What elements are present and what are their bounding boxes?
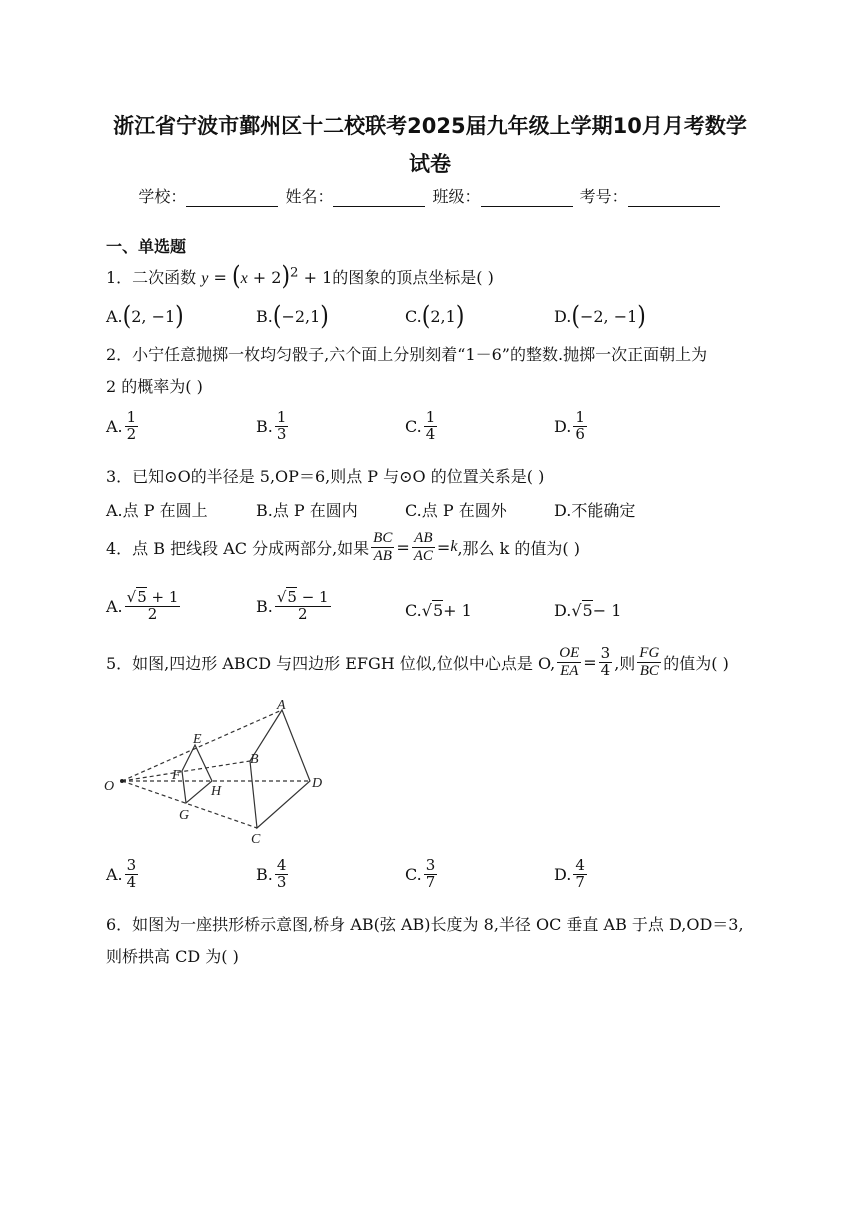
student-info-row [0, 184, 860, 207]
name-blank[interactable] [333, 190, 425, 207]
label-g: G [179, 808, 190, 823]
homothety-figure [100, 695, 340, 850]
label-c: C [251, 832, 261, 847]
paper-title-line1: 浙江省宁波市鄞州区十二校联考2025届九年级上学期10月月考数学 [113, 114, 747, 138]
q5-option-a[interactable]: A. $\frac{3}{4}$ [106, 856, 137, 891]
q3-option-a[interactable]: A.点 P 在圆上 [106, 501, 208, 520]
q1-option-c[interactable]: C. ( 2,1 ) [405, 301, 465, 332]
q3-option-c[interactable]: C.点 P 在圆外 [405, 501, 507, 520]
q3-option-b[interactable]: B.点 P 在圆内 [256, 501, 358, 520]
q3-option-d[interactable]: D.不能确定 [554, 501, 636, 520]
ray-oa [122, 710, 282, 781]
school-label: 学校： [138, 187, 187, 206]
q2-option-d[interactable]: D. $\frac{1}{6}$ [554, 408, 585, 443]
school-blank[interactable] [186, 190, 278, 207]
q1-option-a[interactable]: A. ( 2, −1 ) [106, 301, 184, 332]
name-label: 姓名： [285, 187, 334, 206]
q5-option-b[interactable]: B. $\frac{4}{3}$ [256, 856, 287, 891]
q4-option-d[interactable]: D. √ 5 − 1 [554, 600, 622, 620]
question-6-line1: 6．如图为一座拱形桥示意图,桥身 AB(弦 AB)长度为 8,半径 OC 垂直 AB 于点 D,OD＝3, [106, 915, 744, 934]
exam-no-blank[interactable] [628, 190, 720, 207]
section-heading: 一、单选题 [106, 237, 187, 256]
q4-option-b[interactable]: B. $\frac{√5 - 1}{2}$ [256, 588, 329, 623]
question-6-line2: 则桥拱高 CD 为( ) [106, 947, 239, 966]
quad-efgh [182, 745, 212, 803]
q2-option-c[interactable]: C. $\frac{1}{4}$ [405, 408, 436, 443]
q4-option-a[interactable]: A. $\frac{√5 + 1}{2}$ [106, 588, 179, 623]
question-4: 4．点 B 把线段 AC 分成两部分,如果 $\frac{BC}{AB}$ = $\frac{AB}{AC}$ = k ,那么 k 的值为( ) [106, 530, 580, 564]
q4-option-c[interactable]: C. √ 5 + 1 [405, 600, 472, 620]
q1-formula: $y = (x + 2)^2 + 1$ [201, 261, 333, 292]
q2-option-a[interactable]: A. $\frac{1}{2}$ [106, 408, 137, 443]
q1-option-d[interactable]: D. ( −2, −1 ) [554, 301, 646, 332]
label-f: F [172, 768, 181, 783]
label-b: B [250, 752, 259, 767]
label-e: E [193, 732, 202, 747]
label-a: A [277, 698, 286, 713]
q1-option-b[interactable]: B. ( −2,1 ) [256, 301, 329, 332]
q5-option-c[interactable]: C. $\frac{3}{7}$ [405, 856, 436, 891]
question-3: 3．已知⊙O的半径是 5,OP＝6,则点 P 与⊙O 的位置关系是( ) [106, 467, 545, 486]
question-2-line2: 2 的概率为( ) [106, 377, 203, 396]
question-1: 1．二次函数 $y = (x + 2)^2 + 1$的图象的顶点坐标是( ) [106, 261, 494, 292]
question-2-line1: 2．小宁任意抛掷一枚均匀骰子,六个面上分别刻着“1－6”的整数.抛掷一次正面朝上为 [106, 345, 708, 364]
ray-oc [122, 781, 257, 828]
label-h: H [211, 784, 222, 799]
question-5: 5．如图,四边形 ABCD 与四边形 EFGH 位似,位似中心点是 O, $\frac{OE}{EA}$ = $\frac{3}{4}$ ,则 $\frac{FG}{BC}$ 的值为( ) [106, 644, 729, 679]
paper-title-line2: 试卷 [409, 152, 451, 176]
q2-option-b[interactable]: B. $\frac{1}{3}$ [256, 408, 287, 443]
quad-abcd [250, 710, 310, 828]
class-blank[interactable] [481, 190, 573, 207]
class-label: 班级： [432, 187, 481, 206]
point-o [120, 779, 124, 783]
label-o: O [104, 779, 115, 794]
label-d: D [312, 776, 323, 791]
exam-no-label: 考号： [579, 187, 628, 206]
q5-option-d[interactable]: D. $\frac{4}{7}$ [554, 856, 585, 891]
